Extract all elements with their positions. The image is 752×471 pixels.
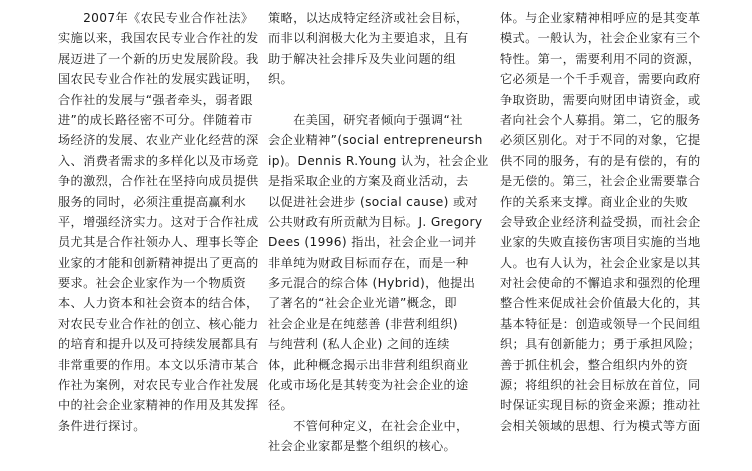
text-line: 员尤其是合作社领办人、理事长等企 <box>58 235 259 250</box>
text-line: 基本特征是：创造或领导一个民间组 <box>500 316 701 331</box>
text-line: 会相关领域的思想、行为模式等方面 <box>500 418 701 433</box>
text-line: 策略，以达成特定经济或社会目标， <box>268 11 469 25</box>
text-line: 与纯营利 (私人企业) 之间的连续 <box>268 337 450 352</box>
text-line: 争取资助，需要向财团申请资金，或 <box>500 92 701 107</box>
text-line: 平，增强经济实力。这对于合作社成 <box>58 214 259 229</box>
text-line: 公共财政有所贡献为目标。J. Gregory <box>268 214 483 229</box>
text-line: 在美国，研究者倾向于强调“社 <box>268 112 463 127</box>
text-line: 了著名的“社会企业光谱”概念，即 <box>268 296 457 311</box>
text-line: 时保证实现目标的资金来源；推动社 <box>500 398 701 413</box>
text-line: 对社会使命的不懈追求和强烈的伦理 <box>500 276 701 291</box>
text-line: 会导致企业经济利益受损，而社会企 <box>500 214 701 229</box>
text-line: 作社为案例，对农民专业合作社发展 <box>58 378 259 393</box>
text-column-left <box>58 8 259 436</box>
text-line: 是指采取企业的方案及商业活动，去 <box>268 174 469 189</box>
text-line: 对农民专业合作社的创立、核心能力 <box>58 316 259 331</box>
text-line: 实施以来，我国农民专业合作社的发 <box>58 31 259 46</box>
text-line: 径。 <box>268 398 294 413</box>
text-line: 社会企业家都是整个组织的核心。 <box>268 439 457 454</box>
text-line: 会企业精神”(social entrepreneursh <box>268 133 483 148</box>
text-line: 非常重要的作用。本文以乐清市某合 <box>58 357 259 372</box>
text-line: 而非以利润极大化为主要追求，且有 <box>268 31 469 46</box>
text-line: 业家的失败直接伤害项目实施的当地 <box>500 235 701 250</box>
text-line: 善于抓住机会，整合组织内外的资 <box>500 357 689 372</box>
text-line: 进”的成长路径密不可分。伴随着市 <box>58 112 253 127</box>
text-line: 2007年《农民专业合作社法》 <box>58 11 254 25</box>
text-line: 体。与企业家精神相呼应的是其变革 <box>500 11 701 25</box>
text-line: 非单纯为财政目标而存在，而是一种 <box>268 255 469 270</box>
text-line: 以促进社会进步 (social cause) 或对 <box>268 194 479 209</box>
text-line: 者向社会个人募捐。第二，它的服务 <box>500 112 701 127</box>
text-line: 特性。第一，需要利用不同的资源， <box>500 51 701 66</box>
text-line: 体，此种概念揭示出非营利组织商业 <box>268 357 469 372</box>
text-line: 的培育和提升以及可持续发展都具有 <box>58 337 259 352</box>
text-line: Dees (1996) 指出，社会企业一词并 <box>268 235 477 250</box>
text-line: 助于解决社会排斥及失业问题的组 <box>268 51 457 66</box>
text-line: 它必须是一个千手观音，需要向政府 <box>500 72 701 87</box>
text-column-middle <box>268 8 489 457</box>
text-line: 本、人力资本和社会资本的结合体， <box>58 296 259 311</box>
text-line: 服务的同时，必须注重提高赢利水 <box>58 194 247 209</box>
text-line: 争的激烈，合作社在坚持向成员提供 <box>58 174 259 189</box>
text-line: 国农民专业合作社的发展实践证明， <box>58 72 259 87</box>
text-line: 社会企业是在纯慈善 (非营利组织) <box>268 316 458 331</box>
text-line: ip)。Dennis R.Young 认为，社会企业 <box>268 153 489 168</box>
text-line: 人。也有人认为，社会企业家是以其 <box>500 255 701 270</box>
text-line: 源；将组织的社会目标放在首位，同 <box>500 378 701 393</box>
text-line: 条件进行探讨。 <box>58 418 146 433</box>
text-line: 展迈进了一个新的历史发展阶段。我 <box>58 51 259 66</box>
text-line: 场经济的发展、农业产业化经营的深 <box>58 133 259 148</box>
text-line: 织。 <box>268 72 294 87</box>
text-line: 必须区别化。对于不同的对象，它提 <box>500 133 701 148</box>
text-line: 合作社的发展与“强者牵头，弱者跟 <box>58 92 253 107</box>
text-line: 不管何种定义，在社会企业中， <box>268 418 469 433</box>
text-line: 作的关系来支撑。商业企业的失败 <box>500 194 689 209</box>
text-line: 是无偿的。第三，社会企业需要靠合 <box>500 174 701 189</box>
text-line: 织；具有创新能力；勇于承担风险； <box>500 337 701 352</box>
text-column-right <box>500 8 716 436</box>
paragraph-gap <box>268 90 482 110</box>
text-line: 中的社会企业家精神的作用及其发挥 <box>58 398 259 413</box>
text-line: 多元混合的综合体 (Hybrid)，他提出 <box>268 276 476 291</box>
text-line: 业家的才能和创新精神提出了更高的 <box>58 255 259 270</box>
text-line: 模式。一般认为，社会企业家有三个 <box>500 31 701 46</box>
text-line: 整合性来促成社会价值最大化的，其 <box>500 296 701 311</box>
text-line: 要求。社会企业家作为一个物质资 <box>58 276 247 291</box>
text-line: 供不同的服务，有的是有偿的，有的 <box>500 153 701 168</box>
text-line: 入、消费者需求的多样化以及市场竞 <box>58 153 259 168</box>
text-line: 化或市场化是其转变为社会企业的途 <box>268 378 469 393</box>
